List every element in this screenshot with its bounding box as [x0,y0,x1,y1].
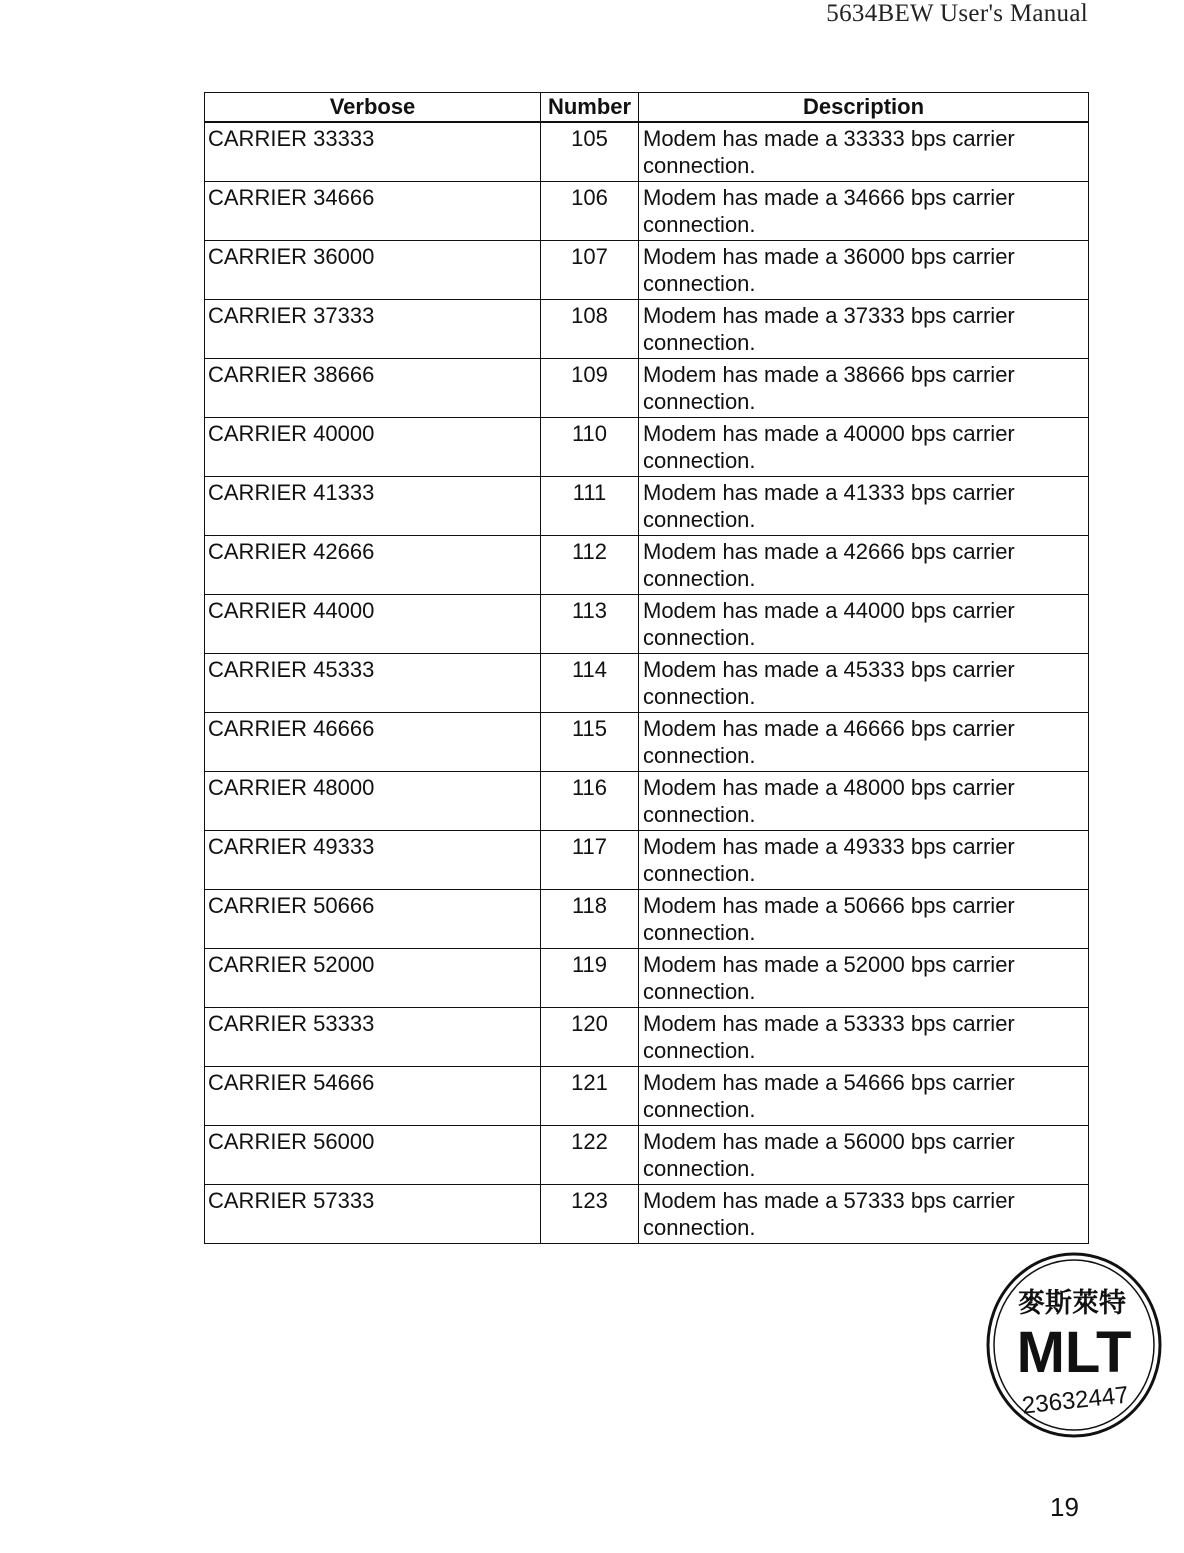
table-row [205,1067,1089,1126]
cell-number: 117 [541,831,639,890]
cell-description: Modem has made a 44000 bps carrier connection. [639,595,1089,654]
cell-verbose: CARRIER 54666 [205,1067,541,1126]
stamp-phone-text: 23632447 [1020,1381,1130,1420]
cell-description: Modem has made a 46666 bps carrier connection. [639,713,1089,772]
cell-verbose: CARRIER 38666 [205,359,541,418]
table-row [205,477,1089,536]
cell-number: 113 [541,595,639,654]
cell-verbose: CARRIER 41333 [205,477,541,536]
table-row [205,1126,1089,1185]
cell-verbose: CARRIER 40000 [205,418,541,477]
cell-description: Modem has made a 37333 bps carrier connection. [639,300,1089,359]
cell-description: Modem has made a 56000 bps carrier connection. [639,1126,1089,1185]
cell-description: Modem has made a 38666 bps carrier connection. [639,359,1089,418]
cell-verbose: CARRIER 50666 [205,890,541,949]
cell-description: Modem has made a 53333 bps carrier connection. [639,1008,1089,1067]
cell-verbose: CARRIER 48000 [205,772,541,831]
cell-description: Modem has made a 40000 bps carrier connection. [639,418,1089,477]
cell-description: Modem has made a 42666 bps carrier connection. [639,536,1089,595]
cell-verbose: CARRIER 46666 [205,713,541,772]
cell-verbose: CARRIER 34666 [205,182,541,241]
table-row [205,772,1089,831]
table-row [205,831,1089,890]
cell-number: 115 [541,713,639,772]
cell-number: 107 [541,241,639,300]
table-row [205,182,1089,241]
table-row [205,713,1089,772]
cell-verbose: CARRIER 56000 [205,1126,541,1185]
stamp-brand-text: MLT [1016,1320,1132,1385]
cell-number: 112 [541,536,639,595]
cell-number: 119 [541,949,639,1008]
cell-verbose: CARRIER 37333 [205,300,541,359]
cell-number: 120 [541,1008,639,1067]
cell-number: 108 [541,300,639,359]
cell-verbose: CARRIER 53333 [205,1008,541,1067]
column-header-number: Number [541,93,639,123]
cell-verbose: CARRIER 33333 [205,122,541,182]
table-row [205,595,1089,654]
cell-number: 106 [541,182,639,241]
cell-number: 122 [541,1126,639,1185]
company-stamp [984,1250,1164,1440]
table-header-row [205,93,1089,123]
cell-number: 116 [541,772,639,831]
cell-description: Modem has made a 57333 bps carrier connection. [639,1185,1089,1244]
cell-description: Modem has made a 50666 bps carrier connection. [639,890,1089,949]
column-header-description: Description [639,93,1089,123]
cell-verbose: CARRIER 49333 [205,831,541,890]
table-row [205,654,1089,713]
table-row [205,1185,1089,1244]
cell-verbose: CARRIER 57333 [205,1185,541,1244]
table-row [205,418,1089,477]
cell-number: 109 [541,359,639,418]
table-row [205,359,1089,418]
table-row [205,1008,1089,1067]
table-row [205,241,1089,300]
cell-number: 121 [541,1067,639,1126]
table-row [205,949,1089,1008]
cell-number: 114 [541,654,639,713]
cell-number: 105 [541,122,639,182]
table-row [205,536,1089,595]
cell-description: Modem has made a 49333 bps carrier connection. [639,831,1089,890]
cell-number: 111 [541,477,639,536]
cell-description: Modem has made a 41333 bps carrier connection. [639,477,1089,536]
table-row [205,300,1089,359]
cell-number: 123 [541,1185,639,1244]
cell-description: Modem has made a 33333 bps carrier connection. [639,122,1089,182]
cell-number: 118 [541,890,639,949]
cell-verbose: CARRIER 36000 [205,241,541,300]
cell-description: Modem has made a 54666 bps carrier connection. [639,1067,1089,1126]
cell-description: Modem has made a 36000 bps carrier connection. [639,241,1089,300]
result-codes-table [204,92,1089,1244]
cell-verbose: CARRIER 42666 [205,536,541,595]
cell-verbose: CARRIER 44000 [205,595,541,654]
cell-description: Modem has made a 48000 bps carrier connection. [639,772,1089,831]
cell-description: Modem has made a 34666 bps carrier connection. [639,182,1089,241]
column-header-verbose: Verbose [205,93,541,123]
table-row [205,890,1089,949]
cell-verbose: CARRIER 52000 [205,949,541,1008]
table-row [205,122,1089,182]
cell-number: 110 [541,418,639,477]
stamp-chinese-text: 麥斯萊特 [1018,1288,1126,1319]
page-number: 19 [1050,1492,1079,1522]
cell-verbose: CARRIER 45333 [205,654,541,713]
cell-description: Modem has made a 45333 bps carrier connection. [639,654,1089,713]
cell-description: Modem has made a 52000 bps carrier connection. [639,949,1089,1008]
page-header: 5634BEW User's Manual [826,0,1088,27]
